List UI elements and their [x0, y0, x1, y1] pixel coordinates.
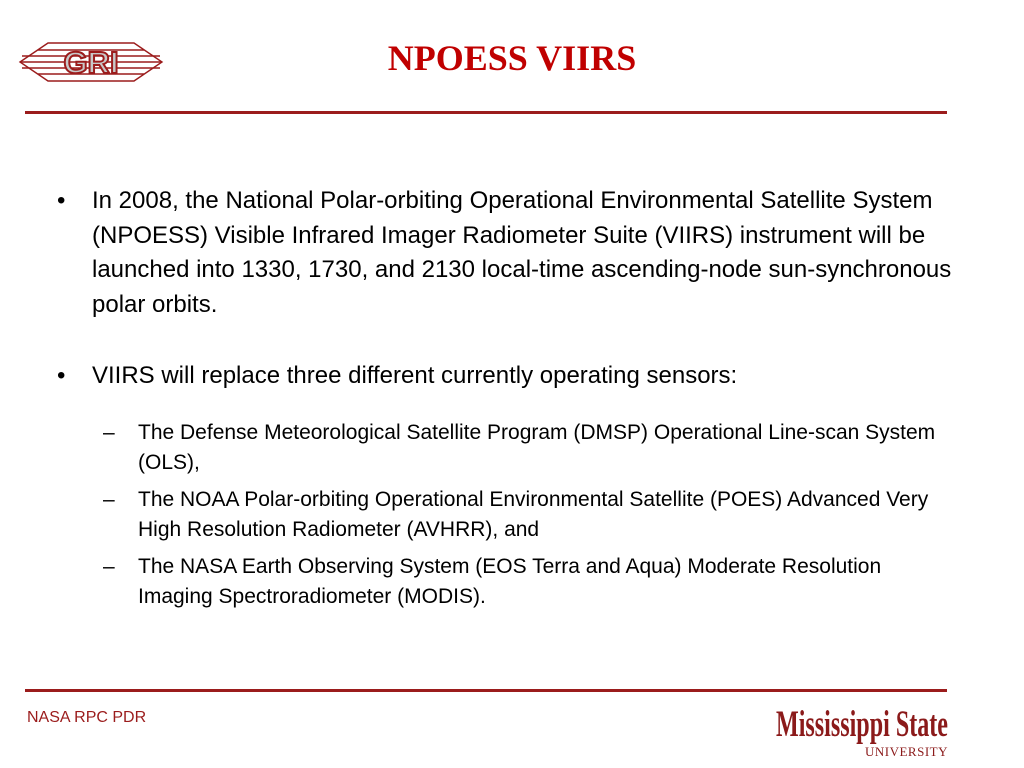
- sub-bullet-item: – The NASA Earth Observing System (EOS Terra and Aqua) Moderate Resolution Imaging Spectroradiometer (MODIS).: [57, 552, 957, 613]
- footer-label: NASA RPC PDR: [27, 709, 147, 726]
- bullet-icon: •: [57, 187, 66, 214]
- bullet-item: • In 2008, the National Polar-orbiting Operational Environmental Satellite System (NPOESS) Visible Infrared Imager Radiometer Suite (VIIRS) instrument will be launched into 1330, 1730, and 2130 local-time ascending-node sun-synchronous polar orbits.: [57, 184, 957, 322]
- svg-text:UNIVERSITY: UNIVERSITY: [865, 744, 948, 759]
- mississippi-state-logo: [772, 700, 952, 762]
- svg-text:GRI: GRI: [63, 45, 119, 80]
- sub-bullet-item: – The Defense Meteorological Satellite Program (DMSP) Operational Line-scan System (OLS),: [57, 418, 957, 479]
- page-title: NPOESS VIIRS: [387, 38, 637, 78]
- slide-content: [57, 184, 957, 619]
- bullet-icon: •: [57, 362, 66, 389]
- dash-icon: –: [103, 487, 115, 511]
- bullet-item: • VIIRS will replace three different currently operating sensors:: [57, 359, 957, 394]
- sub-bullet-item: – The NOAA Polar-orbiting Operational Environmental Satellite (POES) Advanced Very High Resolution Radiometer (AVHRR), and: [57, 485, 957, 546]
- sub-bullet-list: [57, 418, 957, 613]
- dash-icon: –: [103, 554, 115, 578]
- svg-text:Mississippi State: Mississippi State: [776, 704, 948, 745]
- dash-icon: –: [103, 420, 115, 444]
- header-divider: [25, 111, 947, 114]
- footer-divider: [25, 689, 947, 692]
